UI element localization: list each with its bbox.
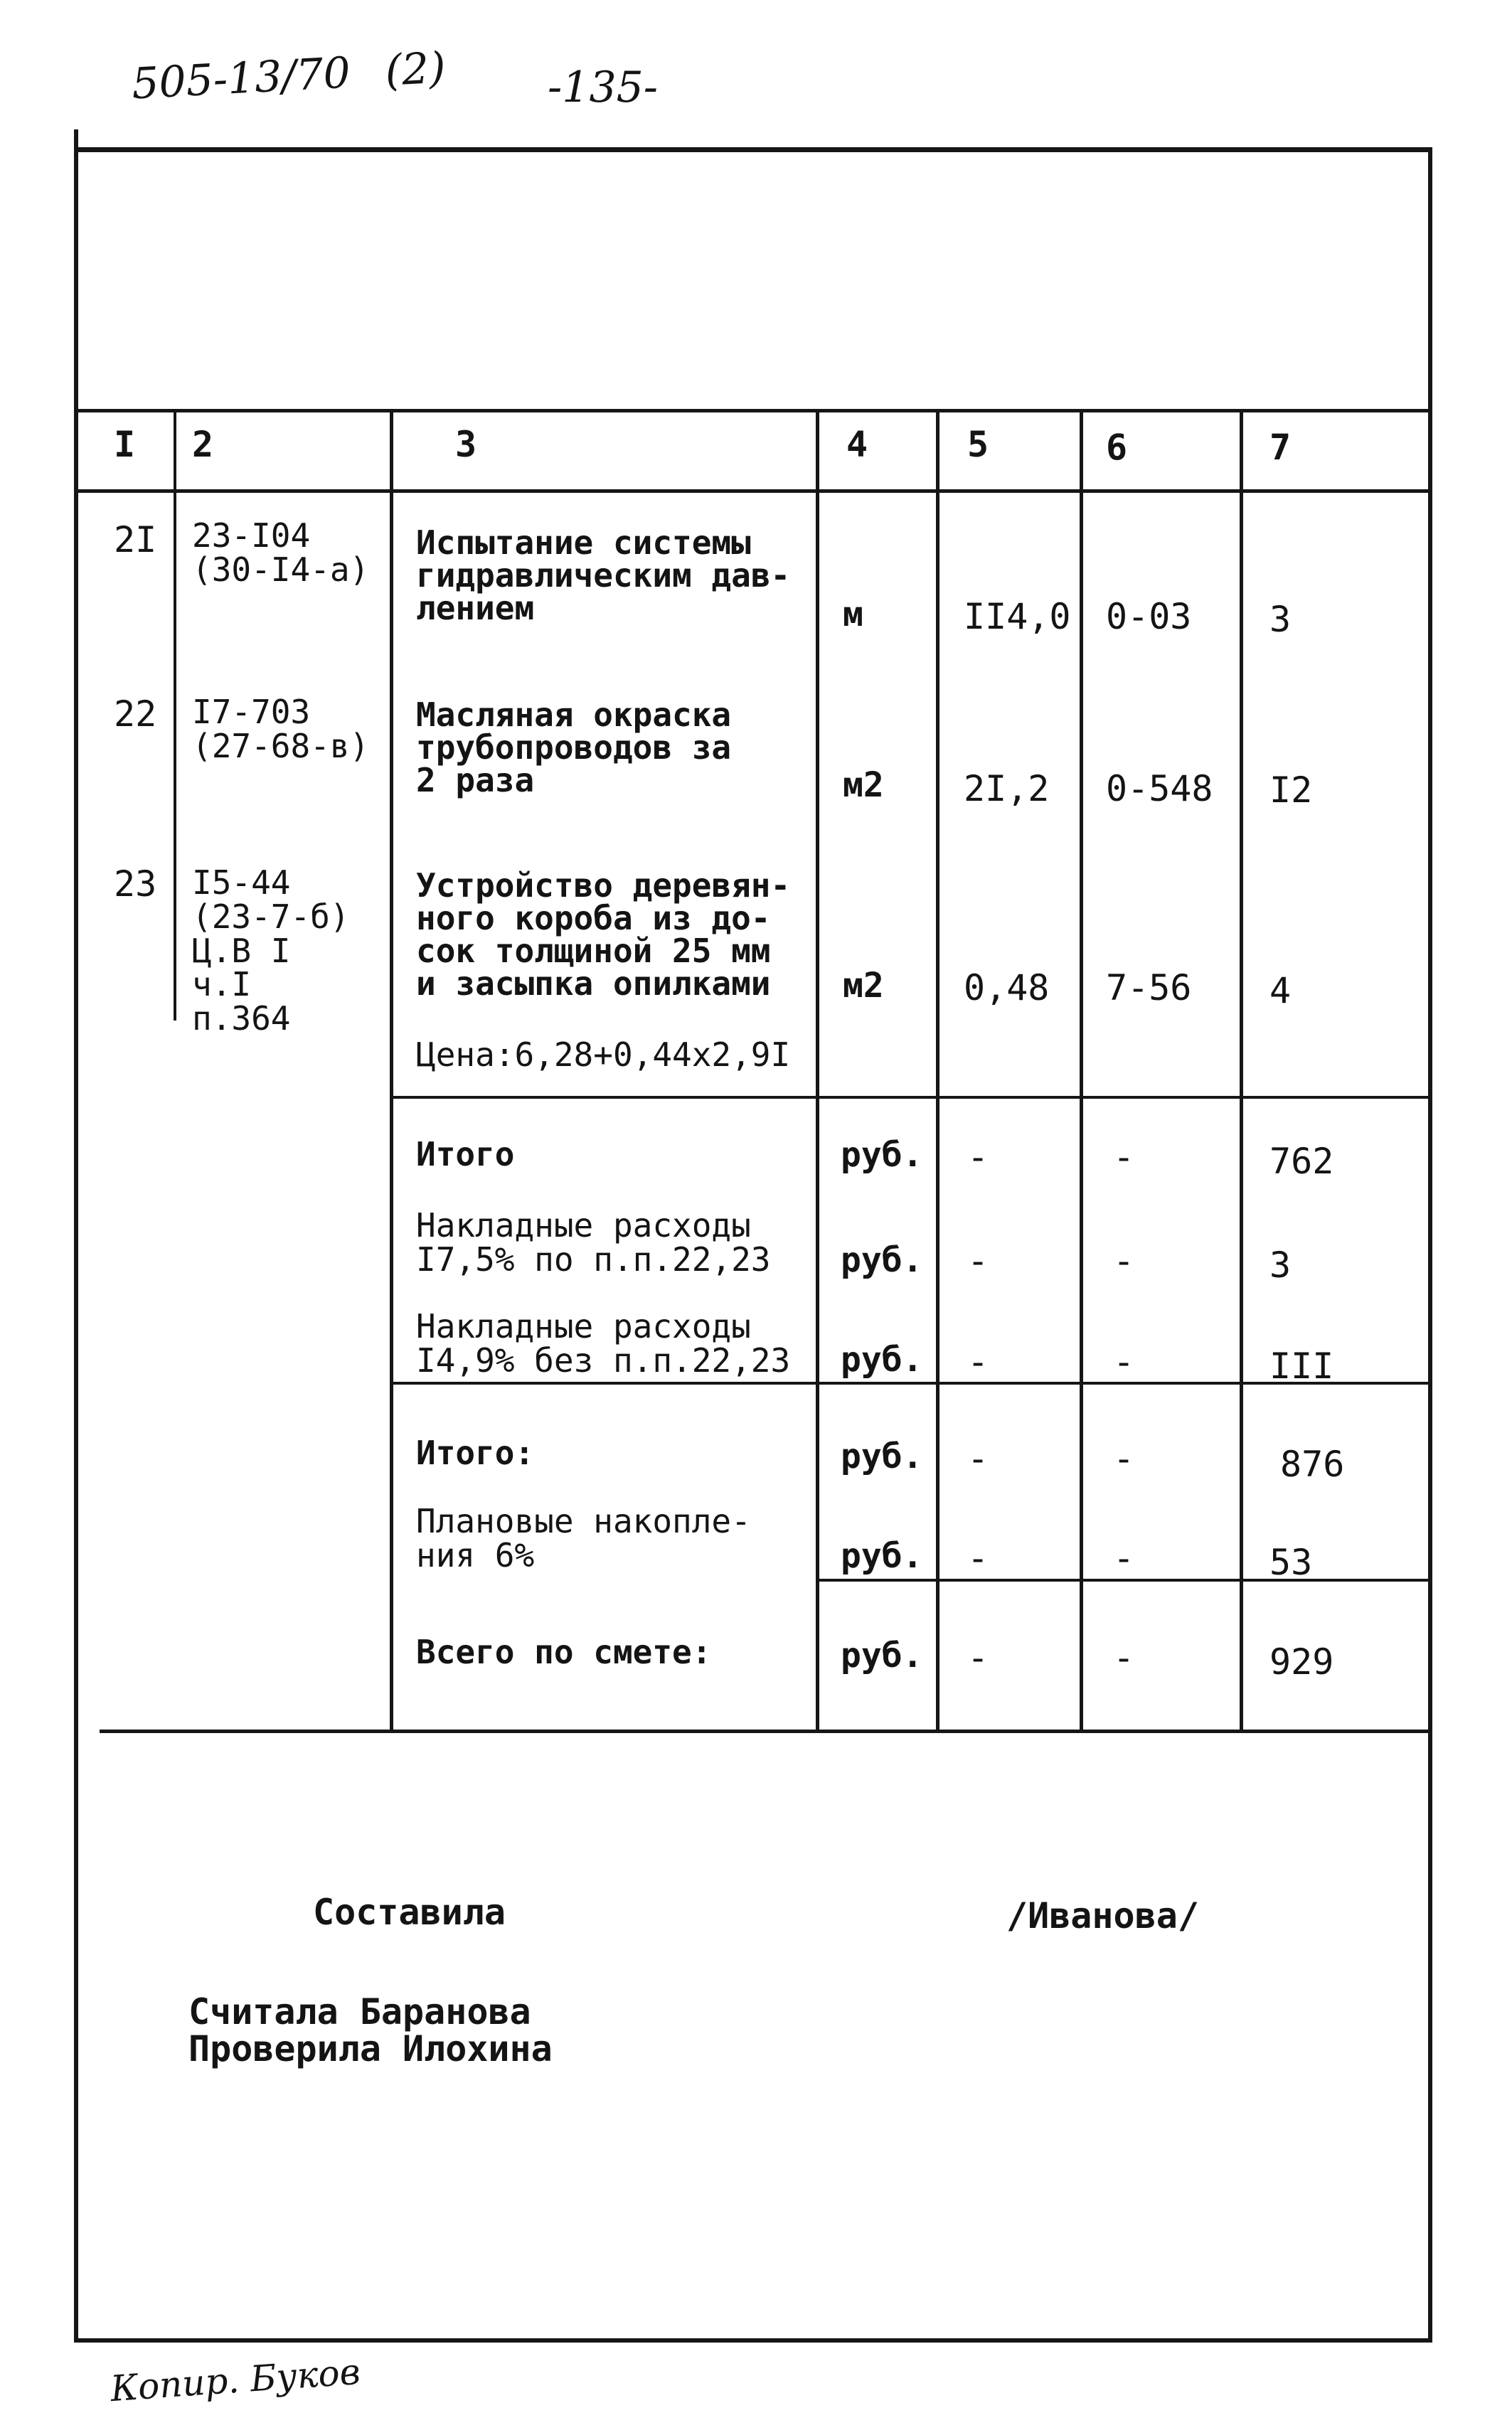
summary-grand-total-unit: руб. bbox=[841, 1636, 923, 1675]
col-header-3: 3 bbox=[455, 424, 477, 465]
summary-subtotal-label: Итого bbox=[416, 1135, 515, 1173]
summary-grand-total-label: Всего по смете: bbox=[416, 1633, 712, 1671]
summary-planned-savings-unit: руб. bbox=[841, 1536, 923, 1576]
handwritten-note: Копир. Буков bbox=[109, 2350, 362, 2410]
frame-right bbox=[1428, 151, 1432, 2341]
row-23-quantity: 0,48 bbox=[964, 967, 1050, 1008]
summary-total-total: 876 bbox=[1280, 1444, 1345, 1485]
row-22-price: 0-548 bbox=[1106, 768, 1213, 809]
summary-subtotal-unit: руб. bbox=[841, 1135, 923, 1175]
summary-planned-savings-total: 53 bbox=[1269, 1542, 1313, 1583]
col-rule-2 bbox=[390, 409, 393, 1732]
summary-overhead-2-label: Накладные расходы I4,9% без п.п.22,23 bbox=[416, 1307, 791, 1380]
compiled-by-name: /Иванова/ bbox=[1006, 1895, 1199, 1936]
row-21-description: Испытание системы гидравлическим дав- лением bbox=[416, 523, 791, 627]
row-21-total: 3 bbox=[1269, 599, 1292, 640]
summary-overhead-2-total: III bbox=[1269, 1346, 1334, 1387]
frame-left bbox=[74, 129, 78, 2343]
summary-total-label: Итого: bbox=[416, 1434, 535, 1472]
summary-total-quantity: - bbox=[967, 1438, 989, 1479]
row-22-description: Масляная окраска трубопроводов за 2 раза bbox=[416, 696, 732, 799]
summary-grand-total-quantity: - bbox=[967, 1637, 989, 1678]
table-top-rule bbox=[78, 409, 1430, 412]
document-code-number: 505-13/70 bbox=[130, 48, 352, 110]
summary-overhead-2-price: - bbox=[1113, 1341, 1135, 1382]
col-rule-6 bbox=[1240, 409, 1243, 1732]
col-header-6: 6 bbox=[1106, 427, 1128, 468]
summary-top-rule bbox=[391, 1096, 1430, 1099]
document-code bbox=[130, 43, 447, 109]
row-23-number: 23 bbox=[114, 863, 157, 905]
page-number: -135- bbox=[548, 63, 659, 112]
header-bottom-rule bbox=[78, 489, 1430, 493]
row-21-number: 2I bbox=[114, 519, 157, 560]
col-rule-5 bbox=[1080, 409, 1083, 1732]
document-code-suffix: (2) bbox=[383, 43, 447, 96]
table-bottom-rule bbox=[100, 1730, 1430, 1733]
checked-by: Проверила Илохина bbox=[188, 2028, 553, 2069]
row-22-total: I2 bbox=[1269, 769, 1313, 811]
row-21-ref: 23-I04 (30-I4-а) bbox=[192, 516, 370, 589]
summary-grand-total-total: 929 bbox=[1269, 1641, 1334, 1683]
summary-overhead-1-label: Накладные расходы I7,5% по п.п.22,23 bbox=[416, 1206, 771, 1279]
summary-overhead-1-quantity: - bbox=[967, 1240, 989, 1282]
row-23-description: Устройство деревян- ного короба из до- сок толщиной 25 мм и засыпка опилками bbox=[416, 866, 791, 1003]
row-23-ref: I5-44 (23-7-б) Ц.В I ч.I п.364 bbox=[192, 863, 350, 1038]
col-rule-3 bbox=[816, 409, 819, 1732]
compiled-by-label: Составила bbox=[313, 1892, 506, 1933]
row-21-unit: м bbox=[843, 595, 863, 634]
row-23-price-note: Цена:6,28+0,44х2,9I bbox=[416, 1035, 791, 1074]
summary-subtotal-total: 762 bbox=[1269, 1141, 1334, 1182]
row-23-price: 7-56 bbox=[1106, 967, 1192, 1008]
col-header-1: I bbox=[114, 424, 136, 465]
summary-overhead-2-quantity: - bbox=[967, 1341, 989, 1382]
frame-top bbox=[74, 147, 1432, 152]
summary-subtotal-price: - bbox=[1113, 1136, 1135, 1178]
row-23-unit: м2 bbox=[843, 966, 884, 1006]
row-22-unit: м2 bbox=[843, 765, 884, 805]
summary-overhead-1-unit: руб. bbox=[841, 1240, 923, 1280]
summary-subtotal-quantity: - bbox=[967, 1136, 989, 1178]
row-21-quantity: II4,0 bbox=[964, 596, 1071, 637]
summary-overhead-2-unit: руб. bbox=[841, 1340, 923, 1380]
col-header-4: 4 bbox=[846, 424, 868, 465]
summary-planned-savings-quantity: - bbox=[967, 1538, 989, 1579]
col-rule-4 bbox=[936, 409, 939, 1732]
col-header-5: 5 bbox=[967, 424, 989, 465]
summary-total-unit: руб. bbox=[841, 1437, 923, 1476]
summary-overhead-1-price: - bbox=[1113, 1240, 1135, 1282]
summary-total-price: - bbox=[1113, 1438, 1135, 1479]
col-header-2: 2 bbox=[192, 424, 214, 465]
col-rule-1 bbox=[174, 409, 176, 1021]
frame-bottom bbox=[74, 2338, 1432, 2343]
row-22-ref: I7-703 (27-68-в) bbox=[192, 693, 370, 765]
grand-total-rule bbox=[818, 1579, 1430, 1582]
summary-planned-savings-label: Плановые накопле- ния 6% bbox=[416, 1502, 751, 1575]
row-22-number: 22 bbox=[114, 693, 157, 735]
summary-planned-savings-price: - bbox=[1113, 1538, 1135, 1579]
row-23-total: 4 bbox=[1269, 970, 1292, 1011]
summary-grand-total-price: - bbox=[1113, 1637, 1135, 1678]
row-22-quantity: 2I,2 bbox=[964, 768, 1050, 809]
summary-overhead-1-total: 3 bbox=[1269, 1245, 1292, 1286]
col-header-7: 7 bbox=[1269, 427, 1292, 468]
row-21-price: 0-03 bbox=[1106, 596, 1192, 637]
counted-by: Считала Баранова bbox=[188, 1991, 531, 2032]
